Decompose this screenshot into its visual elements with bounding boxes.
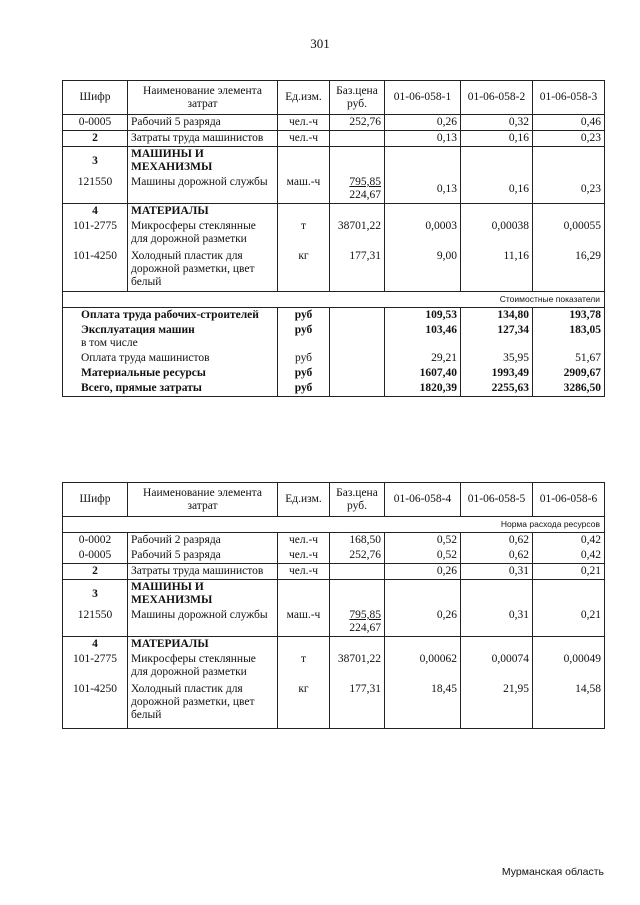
- row-unit: чел.-ч: [278, 564, 330, 580]
- row-value: 0,00062: [385, 652, 461, 682]
- header-unit: Ед.изм.: [278, 81, 330, 115]
- header-col-6: 01-06-058-6: [533, 483, 605, 517]
- row-code: 4: [63, 204, 128, 220]
- summary-name: Материальные ресурсы: [63, 366, 278, 381]
- row-code: 4: [63, 637, 128, 653]
- row-name: Машины дорожной службы: [128, 175, 278, 204]
- summary-unit: руб: [278, 366, 330, 381]
- summary-value: 1820,39: [385, 381, 461, 397]
- table-row: [63, 548, 605, 564]
- summary-value: 134,80: [461, 307, 533, 323]
- header-unit: Ед.изм.: [278, 483, 330, 517]
- row-code: 101-2775: [63, 219, 128, 249]
- table-row: [63, 652, 605, 682]
- table-row: [63, 249, 605, 291]
- row-unit: маш.-ч: [278, 175, 330, 204]
- header-col-3: 01-06-058-3: [533, 81, 605, 115]
- row-value: 0,52: [385, 533, 461, 549]
- section-label: Норма расхода ресурсов: [63, 517, 605, 533]
- row-code: 121550: [63, 608, 128, 637]
- footer-region: Мурманская область: [501, 866, 604, 878]
- summary-unit: руб: [278, 307, 330, 323]
- header-col-4: 01-06-058-4: [385, 483, 461, 517]
- row-value: 0,23: [533, 131, 605, 147]
- row-price: 177,31: [330, 249, 385, 291]
- row-value: 0,62: [461, 548, 533, 564]
- summary-value: 103,46: [385, 323, 461, 351]
- row-code: 0-0005: [63, 115, 128, 131]
- row-name: МАТЕРИАЛЫ: [128, 204, 278, 220]
- summary-name: Всего, прямые затраты: [63, 381, 278, 397]
- table-row: [63, 175, 605, 204]
- row-name: Рабочий 2 разряда: [128, 533, 278, 549]
- summary-value: 127,34: [461, 323, 533, 351]
- row-name: МАТЕРИАЛЫ: [128, 637, 278, 653]
- summary-row: [63, 351, 605, 366]
- summary-name-main: Эксплуатация машин: [81, 323, 195, 336]
- row-unit: т: [278, 652, 330, 682]
- row-value: 9,00: [385, 249, 461, 291]
- row-value: 0,42: [533, 533, 605, 549]
- summary-value: 3286,50: [533, 381, 605, 397]
- summary-name: Оплата труда рабочих-строителей: [63, 307, 278, 323]
- row-name: Микросферы стеклянные для дорожной разметки: [128, 219, 278, 249]
- row-price: [330, 175, 385, 204]
- header-code: Шифр: [63, 81, 128, 115]
- summary-value: 193,78: [533, 307, 605, 323]
- summary-value: 183,05: [533, 323, 605, 351]
- row-value: 0,16: [461, 175, 533, 204]
- table-row: [63, 580, 605, 609]
- price-secondary: 224,67: [349, 189, 381, 201]
- row-unit: чел.-ч: [278, 533, 330, 549]
- table-row: [63, 564, 605, 580]
- summary-value: 2909,67: [533, 366, 605, 381]
- header-col-2: 01-06-058-2: [461, 81, 533, 115]
- page-number: 301: [310, 36, 330, 51]
- row-value: 0,32: [461, 115, 533, 131]
- row-code: 101-4250: [63, 682, 128, 728]
- header-name: Наименование элемента затрат: [128, 81, 278, 115]
- row-code: 2: [63, 564, 128, 580]
- row-price: [330, 608, 385, 637]
- row-value: 0,26: [385, 115, 461, 131]
- table-header-row: [63, 483, 605, 517]
- table-header-row: [63, 81, 605, 115]
- table-row: [63, 219, 605, 249]
- row-value: 0,21: [533, 564, 605, 580]
- table-row: [63, 637, 605, 653]
- summary-row: [63, 323, 605, 351]
- row-name: МАШИНЫ И МЕХАНИЗМЫ: [128, 147, 278, 176]
- row-value: 0,00049: [533, 652, 605, 682]
- row-name: МАШИНЫ И МЕХАНИЗМЫ: [128, 580, 278, 609]
- row-value: 0,31: [461, 608, 533, 637]
- row-value: 0,26: [385, 608, 461, 637]
- table-row: [63, 204, 605, 220]
- row-value: 0,00038: [461, 219, 533, 249]
- row-value: 0,00074: [461, 652, 533, 682]
- header-col-5: 01-06-058-5: [461, 483, 533, 517]
- header-col-1: 01-06-058-1: [385, 81, 461, 115]
- row-value: 0,13: [385, 131, 461, 147]
- summary-unit: руб: [278, 323, 330, 351]
- row-value: 0,31: [461, 564, 533, 580]
- row-value: 16,29: [533, 249, 605, 291]
- summary-name-sub: в том числе: [81, 336, 138, 349]
- row-value: 0,16: [461, 131, 533, 147]
- row-price: 38701,22: [330, 219, 385, 249]
- row-value: 21,95: [461, 682, 533, 728]
- row-price: 177,31: [330, 682, 385, 728]
- summary-name: Оплата труда машинистов: [63, 351, 278, 366]
- row-value: 0,46: [533, 115, 605, 131]
- section-label: Стоимостные показатели: [63, 291, 605, 307]
- header-code: Шифр: [63, 483, 128, 517]
- row-unit: т: [278, 219, 330, 249]
- summary-value: 2255,63: [461, 381, 533, 397]
- row-unit: кг: [278, 682, 330, 728]
- row-code: 0-0005: [63, 548, 128, 564]
- summary-unit: руб: [278, 351, 330, 366]
- table-row: [63, 131, 605, 147]
- price-primary: 795,85: [349, 176, 381, 188]
- section-row: [63, 517, 605, 533]
- row-code: 0-0002: [63, 533, 128, 549]
- row-value: 0,42: [533, 548, 605, 564]
- summary-row: [63, 366, 605, 381]
- summary-value: 109,53: [385, 307, 461, 323]
- row-code: 101-2775: [63, 652, 128, 682]
- row-unit: чел.-ч: [278, 548, 330, 564]
- summary-row: [63, 307, 605, 323]
- row-unit: чел.-ч: [278, 131, 330, 147]
- price-secondary: 224,67: [349, 622, 381, 634]
- row-value: 0,62: [461, 533, 533, 549]
- summary-value: 1993,49: [461, 366, 533, 381]
- row-name: Холодный пластик для дорожной разметки, цвет белый: [128, 682, 278, 728]
- row-code: 121550: [63, 175, 128, 204]
- row-value: 0,52: [385, 548, 461, 564]
- row-code: 101-4250: [63, 249, 128, 291]
- header-price: Баз.цена руб.: [330, 81, 385, 115]
- header-price: Баз.цена руб.: [330, 483, 385, 517]
- row-value: 0,26: [385, 564, 461, 580]
- section-row: [63, 291, 605, 307]
- row-price: 168,50: [330, 533, 385, 549]
- row-code: 2: [63, 131, 128, 147]
- row-name: Микросферы стеклянные для дорожной разметки: [128, 652, 278, 682]
- row-unit: чел.-ч: [278, 115, 330, 131]
- summary-value: 35,95: [461, 351, 533, 366]
- row-code: 3: [63, 580, 128, 609]
- row-value: 11,16: [461, 249, 533, 291]
- row-price: 252,76: [330, 115, 385, 131]
- row-value: 0,13: [385, 175, 461, 204]
- row-value: 0,0003: [385, 219, 461, 249]
- row-name: Рабочий 5 разряда: [128, 115, 278, 131]
- price-primary: 795,85: [349, 609, 381, 621]
- row-name: Затраты труда машинистов: [128, 131, 278, 147]
- resource-table-2: [62, 482, 605, 729]
- table-row: [63, 115, 605, 131]
- row-value: 18,45: [385, 682, 461, 728]
- row-value: 0,00055: [533, 219, 605, 249]
- row-price: 38701,22: [330, 652, 385, 682]
- summary-name: [63, 323, 278, 351]
- row-value: 0,21: [533, 608, 605, 637]
- summary-value: 29,21: [385, 351, 461, 366]
- resource-table-1: [62, 80, 605, 397]
- header-name: Наименование элемента затрат: [128, 483, 278, 517]
- row-value: 14,58: [533, 682, 605, 728]
- row-name: Рабочий 5 разряда: [128, 548, 278, 564]
- summary-row: [63, 381, 605, 397]
- table-row: [63, 147, 605, 176]
- row-price: 252,76: [330, 548, 385, 564]
- row-name: Машины дорожной службы: [128, 608, 278, 637]
- summary-unit: руб: [278, 381, 330, 397]
- table-row: [63, 682, 605, 728]
- row-unit: кг: [278, 249, 330, 291]
- table-row: [63, 608, 605, 637]
- summary-value: 51,67: [533, 351, 605, 366]
- summary-value: 1607,40: [385, 366, 461, 381]
- row-name: Холодный пластик для дорожной разметки, цвет белый: [128, 249, 278, 291]
- row-unit: маш.-ч: [278, 608, 330, 637]
- row-code: 3: [63, 147, 128, 176]
- row-name: Затраты труда машинистов: [128, 564, 278, 580]
- table-row: [63, 533, 605, 549]
- row-value: 0,23: [533, 175, 605, 204]
